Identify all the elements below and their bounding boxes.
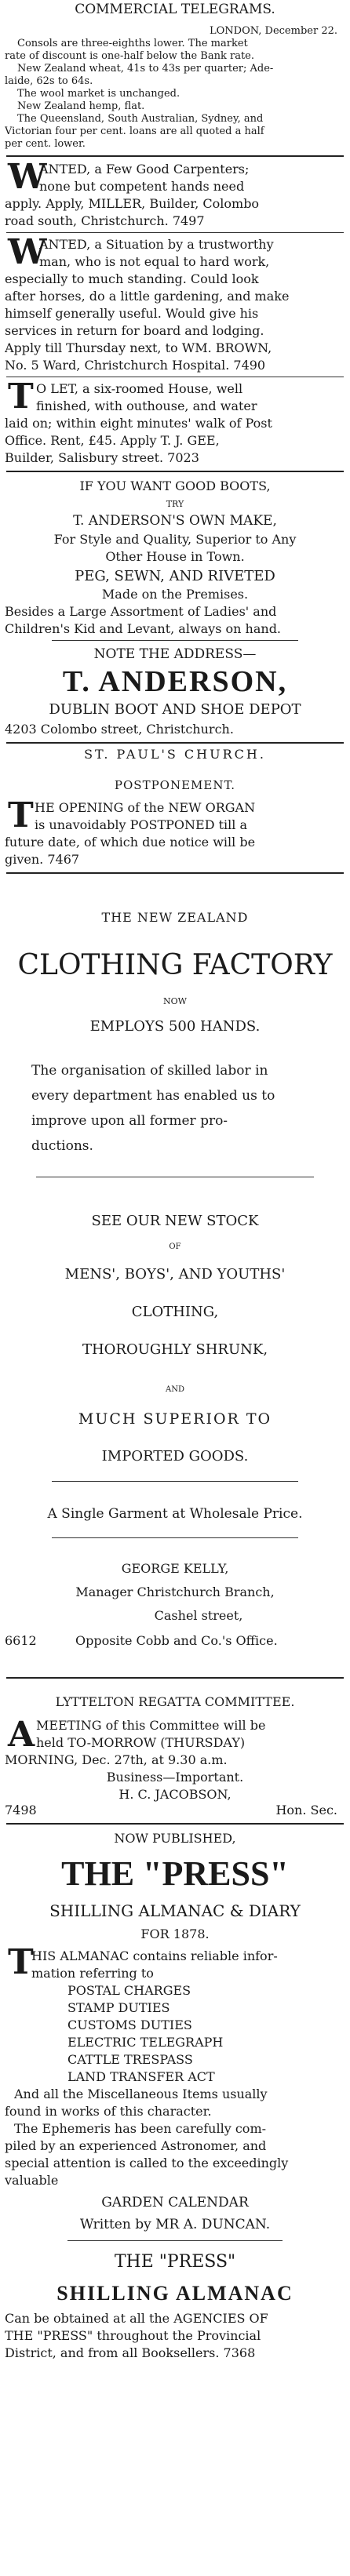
divider-short <box>52 1481 298 1482</box>
section-divider <box>6 232 344 233</box>
ad-line: Written by MR A. DUNCAN. <box>79 2217 271 2232</box>
ad-heading: LYTTELTON REGATTA COMMITTEE. <box>55 1694 295 1709</box>
section-divider <box>6 1677 344 1679</box>
ad-line: THOROUGHLY SHRUNK, <box>82 1341 268 1358</box>
ad-line: MORNING, Dec. 27th, at 9.30 a.m. <box>5 1752 228 1767</box>
ad-line: 7498 <box>5 1803 37 1817</box>
telegram-line: New Zealand wheat, 41s to 43s per quarter; Ade- <box>17 63 274 75</box>
ad-line: EMPLOYS 500 HANDS. <box>89 1018 261 1035</box>
ad-line: CUSTOMS DUTIES <box>67 2018 192 2032</box>
ad-line: Office. Rent, £45. Apply T. J. GEE, <box>5 433 220 448</box>
ad-line: A Single Garment at Wholesale Price. <box>47 1506 303 1522</box>
ad-line: special attention is called to the exceedingly <box>5 2156 289 2170</box>
ad-line: services in return for board and lodging. <box>5 323 264 338</box>
telegram-line: The Queensland, South Australian, Sydney, and <box>17 113 264 125</box>
telegram-line: Victorian four per cent. loans are all quoted a half <box>5 126 264 137</box>
ad-display: T. ANDERSON, <box>62 665 288 698</box>
ad-line: O LET, a six-roomed House, well <box>36 381 243 396</box>
ad-display: SHILLING ALMANAC <box>57 2282 293 2305</box>
section-divider <box>6 1823 344 1825</box>
section-divider <box>6 471 344 472</box>
drop-cap: T <box>8 377 34 417</box>
ad-line: improve upon all former pro- <box>31 1113 228 1129</box>
ad-line: POSTAL CHARGES <box>67 1983 191 1998</box>
ad-line: H. C. JACOBSON, <box>118 1787 232 1802</box>
ad-line: especially to much standing. Could look <box>5 271 259 286</box>
ad-line: none but competent hands need <box>39 179 245 194</box>
ad-line: future date, of which due notice will be <box>5 835 256 850</box>
telegram-line: rate of discount is one-half below the Bank rate. <box>5 50 254 62</box>
ad-line: And all the Miscellaneous Items usually <box>14 2087 268 2101</box>
section-divider <box>6 872 344 874</box>
ad-line: For Style and Quality, Superior to Any <box>53 532 297 547</box>
ad-line: found in works of this character. <box>5 2104 212 2119</box>
ad-line: valuable <box>5 2173 59 2188</box>
ad-line: man, who is not equal to hard work, <box>39 254 270 269</box>
ad-line: SEE OUR NEW STOCK <box>91 1213 259 1229</box>
drop-cap: T <box>8 795 34 835</box>
ad-line: NOW PUBLISHED, <box>114 1831 236 1846</box>
ad-line: Manager Christchurch Branch, <box>75 1585 275 1599</box>
ad-line: 6612 <box>5 1633 37 1648</box>
ad-line: GARDEN CALENDAR <box>101 2195 249 2210</box>
ad-line: finished, with outhouse, and water <box>36 398 257 413</box>
divider-short <box>67 2240 283 2241</box>
ad-line: ELECTRIC TELEGRAPH <box>67 2035 224 2050</box>
ad-line: T. ANDERSON'S OWN MAKE, <box>73 513 277 529</box>
drop-cap: A <box>8 1715 35 1755</box>
ad-line: District, and from all Booksellers. 7368 <box>5 2345 256 2360</box>
ad-line: after horses, do a little gardening, and make <box>5 289 290 304</box>
ad-line: is unavoidably POSTPONED till a <box>35 817 248 832</box>
divider-short <box>52 640 298 641</box>
telegram-line: The wool market is unchanged. <box>17 88 180 100</box>
ad-display: THE "PRESS" <box>61 1854 289 1893</box>
ad-line: STAMP DUTIES <box>67 2000 170 2015</box>
section-divider <box>6 742 344 744</box>
ad-line: PEG, SEWN, AND RIVETED <box>75 568 275 584</box>
ad-line: SHILLING ALMANAC & DIARY <box>49 1901 301 1920</box>
ad-line: LAND TRANSFER ACT <box>67 2069 215 2084</box>
divider-short <box>52 1537 298 1538</box>
ad-line: DUBLIN BOOT AND SHOE DEPOT <box>49 701 301 718</box>
ad-heading: THE NEW ZEALAND <box>101 910 249 925</box>
ad-line: NOTE THE ADDRESS— <box>93 646 257 662</box>
telegram-line: laide, 62s to 64s. <box>5 75 93 87</box>
ad-line: GEORGE KELLY, <box>121 1561 229 1576</box>
ad-line: every department has enabled us to <box>31 1088 275 1104</box>
ad-heading: ST. PAUL'S CHURCH. <box>84 747 266 762</box>
ad-line: Can be obtained at all the AGENCIES OF <box>5 2311 268 2326</box>
drop-cap: T <box>8 1942 34 1982</box>
ad-line: NOW <box>163 996 187 1006</box>
ad-line: HIS ALMANAC contains reliable infor- <box>31 1948 278 1963</box>
ad-line: MUCH SUPERIOR TO <box>78 1410 272 1428</box>
ad-line: mation referring to <box>31 1966 154 1981</box>
ad-line: HE OPENING of the NEW ORGAN <box>35 800 256 815</box>
ad-line: himself generally useful. Would give his <box>5 306 259 321</box>
ad-line: Children's Kid and Levant, always on hand. <box>5 621 282 636</box>
telegram-dateline: LONDON, December 22. <box>209 25 337 37</box>
ad-subheading: POSTPONEMENT. <box>114 778 236 792</box>
ad-line: Opposite Cobb and Co.'s Office. <box>75 1633 278 1648</box>
ad-line: CLOTHING, <box>131 1304 219 1320</box>
ad-line: 4203 Colombo street, Christchurch. <box>5 722 234 737</box>
ad-line: AND <box>166 1385 184 1394</box>
ad-line: THE "PRESS" <box>114 2252 236 2272</box>
ad-line: The Ephemeris has been carefully com- <box>14 2121 267 2136</box>
ad-line: apply. Apply, MILLER, Builder, Colombo <box>5 196 260 211</box>
ad-line: Cashel street, <box>154 1608 243 1623</box>
ad-line: Made on the Premises. <box>101 587 249 602</box>
ad-heading: IF YOU WANT GOOD BOOTS, <box>79 478 271 493</box>
ad-line: FOR 1878. <box>140 1927 210 1941</box>
ad-line: Business—Important. <box>106 1770 244 1785</box>
ad-line: piled by an experienced Astronomer, and <box>5 2138 267 2153</box>
ad-line: given. 7467 <box>5 852 80 867</box>
ad-line: No. 5 Ward, Christchurch Hospital. 7490 <box>5 358 266 373</box>
ad-line: OF <box>169 1243 181 1251</box>
drop-cap: W <box>8 232 47 272</box>
ad-line: IMPORTED GOODS. <box>101 1448 249 1464</box>
ad-line: Besides a Large Assortment of Ladies' and <box>5 604 277 619</box>
ad-line: laid on; within eight minutes' walk of Post <box>5 416 272 431</box>
telegram-line: New Zealand hemp, flat. <box>17 100 145 112</box>
ad-line: Apply till Thursday next, to WM. BROWN, <box>5 340 272 355</box>
telegram-line: per cent. lower. <box>5 138 86 150</box>
ad-line: MENS', BOYS', AND YOUTHS' <box>64 1266 286 1283</box>
ad-line: Hon. Sec. <box>275 1803 337 1817</box>
ad-line: CATTLE TRESPASS <box>67 2052 193 2067</box>
ad-line: road south, Christchurch. 7497 <box>5 213 205 228</box>
ad-line: ductions. <box>31 1138 93 1154</box>
ad-line: TRY <box>166 499 184 509</box>
section-divider <box>6 155 344 157</box>
ad-line: MEETING of this Committee will be <box>36 1718 266 1733</box>
drop-cap: W <box>8 157 47 197</box>
telegram-line: Consols are three-eighths lower. The market <box>17 38 248 49</box>
ad-line: Other House in Town. <box>105 549 245 564</box>
ad-line: THE "PRESS" throughout the Provincial <box>5 2328 261 2343</box>
ad-line: The organisation of skilled labor in <box>31 1063 268 1079</box>
ad-line: ANTED, a Few Good Carpenters; <box>39 162 250 176</box>
telegrams-title: COMMERCIAL TELEGRAMS. <box>75 2 275 17</box>
ad-line: held TO-MORROW (THURSDAY) <box>36 1735 246 1750</box>
ad-line: Builder, Salisbury street. 7023 <box>5 450 199 465</box>
ad-display: CLOTHING FACTORY <box>17 949 333 981</box>
ad-line: ANTED, a Situation by a trustworthy <box>39 237 274 252</box>
